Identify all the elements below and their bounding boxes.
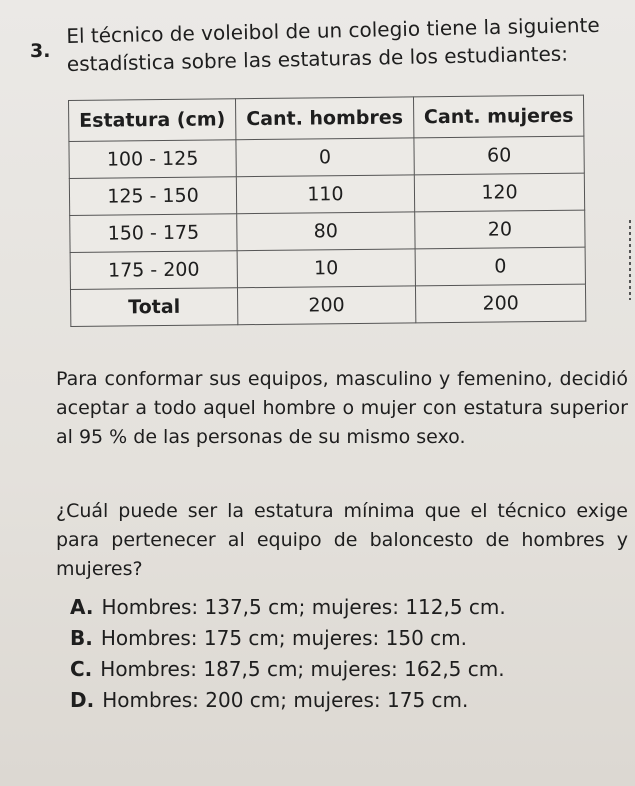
total-label: Total xyxy=(70,288,237,327)
cell-men: 0 xyxy=(236,138,414,177)
option-b[interactable] xyxy=(70,623,610,654)
cell-women: 120 xyxy=(414,173,585,212)
table-row xyxy=(69,136,585,178)
option-letter: C. xyxy=(70,657,93,681)
option-a[interactable] xyxy=(70,592,610,623)
cell-women: 0 xyxy=(415,247,586,286)
answer-options xyxy=(70,592,610,716)
option-c[interactable] xyxy=(70,654,610,685)
total-men: 200 xyxy=(238,286,416,325)
table-total-row xyxy=(70,284,586,326)
header-women: Cant. mujeres xyxy=(413,95,584,138)
page-edge-dashes xyxy=(629,220,631,300)
option-letter: B. xyxy=(70,626,93,650)
height-statistics-table xyxy=(68,95,587,327)
question-paragraph: ¿Cuál puede ser la estatura mínima que el técnico exige para pertenecer al equipo de baloncesto de hombres y mujeres? xyxy=(56,500,628,580)
cell-height: 125 - 150 xyxy=(69,177,236,216)
cell-women: 60 xyxy=(414,136,585,175)
table-header-row xyxy=(69,95,585,141)
table-row xyxy=(70,210,586,252)
header-men: Cant. hombres xyxy=(236,97,414,140)
selection-criteria-paragraph: Para conformar sus equipos, masculino y femenino, decidió aceptar a todo aquel hombre o mujer con estatura superior al 95 % de las personas de su mismo sexo. xyxy=(56,368,628,448)
cell-men: 80 xyxy=(237,212,415,251)
header-height: Estatura (cm) xyxy=(69,99,236,142)
option-d[interactable] xyxy=(70,685,610,716)
total-women: 200 xyxy=(415,284,586,323)
table-row xyxy=(69,173,585,215)
option-text: Hombres: 137,5 cm; mujeres: 112,5 cm. xyxy=(101,595,506,619)
table-row xyxy=(70,247,586,289)
cell-men: 110 xyxy=(236,175,414,214)
option-letter: A. xyxy=(70,595,94,619)
option-letter: D. xyxy=(70,688,95,712)
option-text: Hombres: 187,5 cm; mujeres: 162,5 cm. xyxy=(100,657,505,681)
cell-height: 175 - 200 xyxy=(70,251,237,290)
cell-height: 100 - 125 xyxy=(69,140,236,179)
cell-height: 150 - 175 xyxy=(70,214,237,253)
cell-women: 20 xyxy=(414,210,585,249)
cell-men: 10 xyxy=(237,249,415,288)
option-text: Hombres: 200 cm; mujeres: 175 cm. xyxy=(102,688,469,712)
option-text: Hombres: 175 cm; mujeres: 150 cm. xyxy=(100,626,467,650)
question-intro: El técnico de voleibol de un colegio tiene la siguiente estadística sobre las estaturas de los estudiantes: xyxy=(66,12,600,76)
question-number: 3. xyxy=(30,40,51,62)
